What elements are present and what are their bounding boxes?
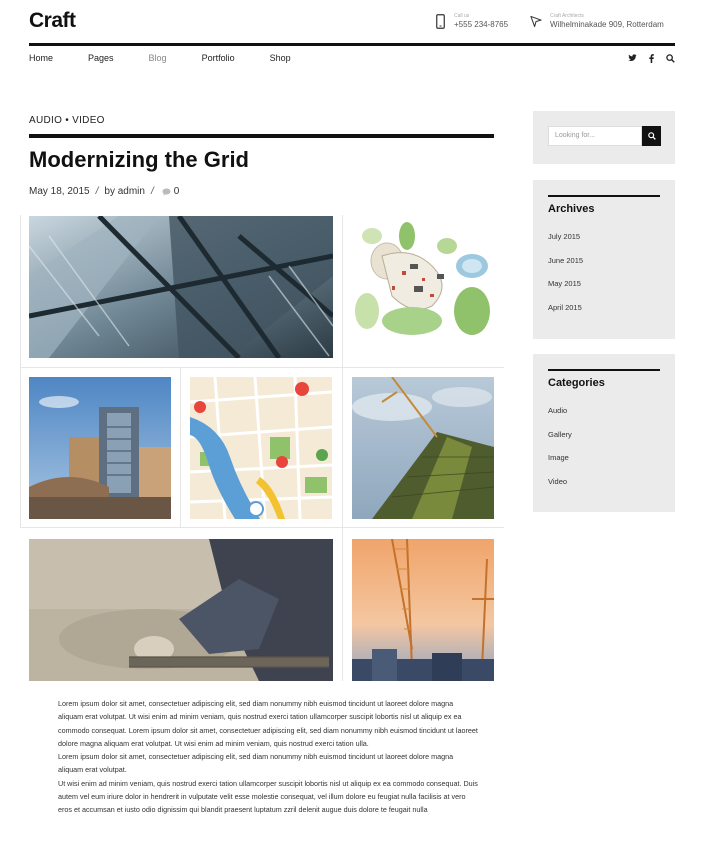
contact-address (530, 12, 664, 30)
archives-list (548, 232, 583, 326)
sidebar-search-button[interactable] (642, 126, 661, 146)
comment-count[interactable]: 0 (173, 186, 180, 197)
gallery-image-modern-building[interactable] (29, 377, 171, 519)
phone-icon (434, 12, 446, 30)
search-icon[interactable] (665, 52, 675, 64)
nav-item-home[interactable]: Home (29, 53, 54, 63)
post-meta: May 18, 2015 / by admin / 0 (29, 186, 180, 197)
facebook-icon[interactable] (646, 52, 656, 64)
phone-label: Call us (454, 12, 470, 19)
categories-widget (533, 354, 675, 512)
gallery-image-site-plan[interactable] (352, 216, 494, 358)
nav-item-pages[interactable]: Pages (88, 53, 114, 63)
grid-line (20, 215, 21, 527)
address-text: Wilhelminakade 909, Rotterdam (550, 19, 664, 29)
title-divider (29, 134, 494, 138)
post-date[interactable]: May 18, 2015 (29, 186, 90, 197)
grid-line (342, 215, 343, 681)
category-link[interactable]: Video (548, 476, 568, 486)
category-link[interactable]: Image (548, 453, 569, 462)
categories-list (548, 406, 572, 500)
header-divider (29, 43, 675, 46)
comment-icon (162, 188, 171, 196)
post-paragraph: Ut wisi enim ad minim veniam, quis nostrud exerci tation ullamcorper suscipit lobortis nisl ut aliquip ex ea commodo consequat. Duis autem vel eum iriure dolor in hendrerit in vulputate velit esse molestie consequat, vel illum dolore eu feugiat nulla facilisis at vero eros et accumsan et iusto odio dignissim qui blandit praesent luptatum zzril delenit augue duis dolore te feugait nulla (58, 778, 478, 815)
gallery-image-steel-structure[interactable] (29, 216, 333, 358)
widget-divider (548, 195, 660, 197)
post-title: Modernizing the Grid (29, 147, 249, 172)
post-category[interactable]: AUDIO • VIDEO (29, 115, 105, 126)
nav-item-blog[interactable]: Blog (148, 53, 167, 63)
address-label: Craft Architects (550, 12, 584, 19)
gallery-image-construction-tower[interactable] (352, 377, 494, 519)
archives-title: Archives (548, 203, 595, 215)
post-paragraph: Lorem ipsum dolor sit amet, consectetuer adipiscing elit, sed diam nonummy nibh euismod tincidunt ut laoreet dolore magna aliquam erat volutpat. Ut wisi enim ad minim veniam, quis nostrud exerci tation ullamcorper suscipit lobortis nisl ut aliquip ex ea commodo consequat. Lorem ipsum dolor sit amet, consectetuer adipiscing elit, sed diam nonummy nibh euismod tincidunt ut laoreet dolore magna aliquam erat volutpat. Ut wisi enim ad minim veniam, quis nostrud exerci tation ulla. (58, 699, 478, 748)
category-link[interactable]: Audio (548, 406, 568, 415)
phone-number[interactable]: +555 234-8765 (454, 19, 509, 29)
search-icon (648, 132, 656, 140)
sidebar-search-input[interactable]: Looking for... (548, 126, 642, 146)
twitter-icon[interactable] (627, 52, 637, 64)
nav-item-portfolio[interactable]: Portfolio (201, 53, 235, 63)
grid-line (20, 367, 504, 368)
location-arrow-icon (530, 12, 542, 30)
grid-line (20, 527, 504, 528)
social-links (627, 52, 675, 64)
archives-widget (533, 180, 675, 339)
grid-line (180, 367, 181, 527)
gallery-image-cranes-sunset[interactable] (352, 539, 494, 681)
site-logo[interactable]: Craft (29, 9, 76, 32)
main-nav (29, 52, 326, 64)
categories-title: Categories (548, 377, 605, 389)
post-author[interactable]: by admin (104, 186, 145, 197)
gallery-image-city-map[interactable] (190, 377, 332, 519)
archive-link[interactable]: July 2015 (548, 232, 581, 241)
archive-link[interactable]: June 2015 (548, 255, 584, 265)
contact-phone (434, 12, 508, 30)
category-link[interactable]: Gallery (548, 429, 572, 439)
archive-link[interactable]: May 2015 (548, 279, 581, 288)
nav-item-shop[interactable]: Shop (269, 53, 291, 63)
image-gallery (20, 215, 504, 681)
archive-link[interactable]: April 2015 (548, 302, 582, 312)
post-body (58, 697, 478, 817)
gallery-image-worker-hands[interactable] (29, 539, 333, 681)
post-paragraph: Lorem ipsum dolor sit amet, consectetuer adipiscing elit, sed diam nonummy nibh euismod tincidunt ut laoreet dolore magna aliquam erat volutpat. (58, 752, 454, 775)
widget-divider (548, 369, 660, 371)
search-widget (533, 111, 675, 164)
